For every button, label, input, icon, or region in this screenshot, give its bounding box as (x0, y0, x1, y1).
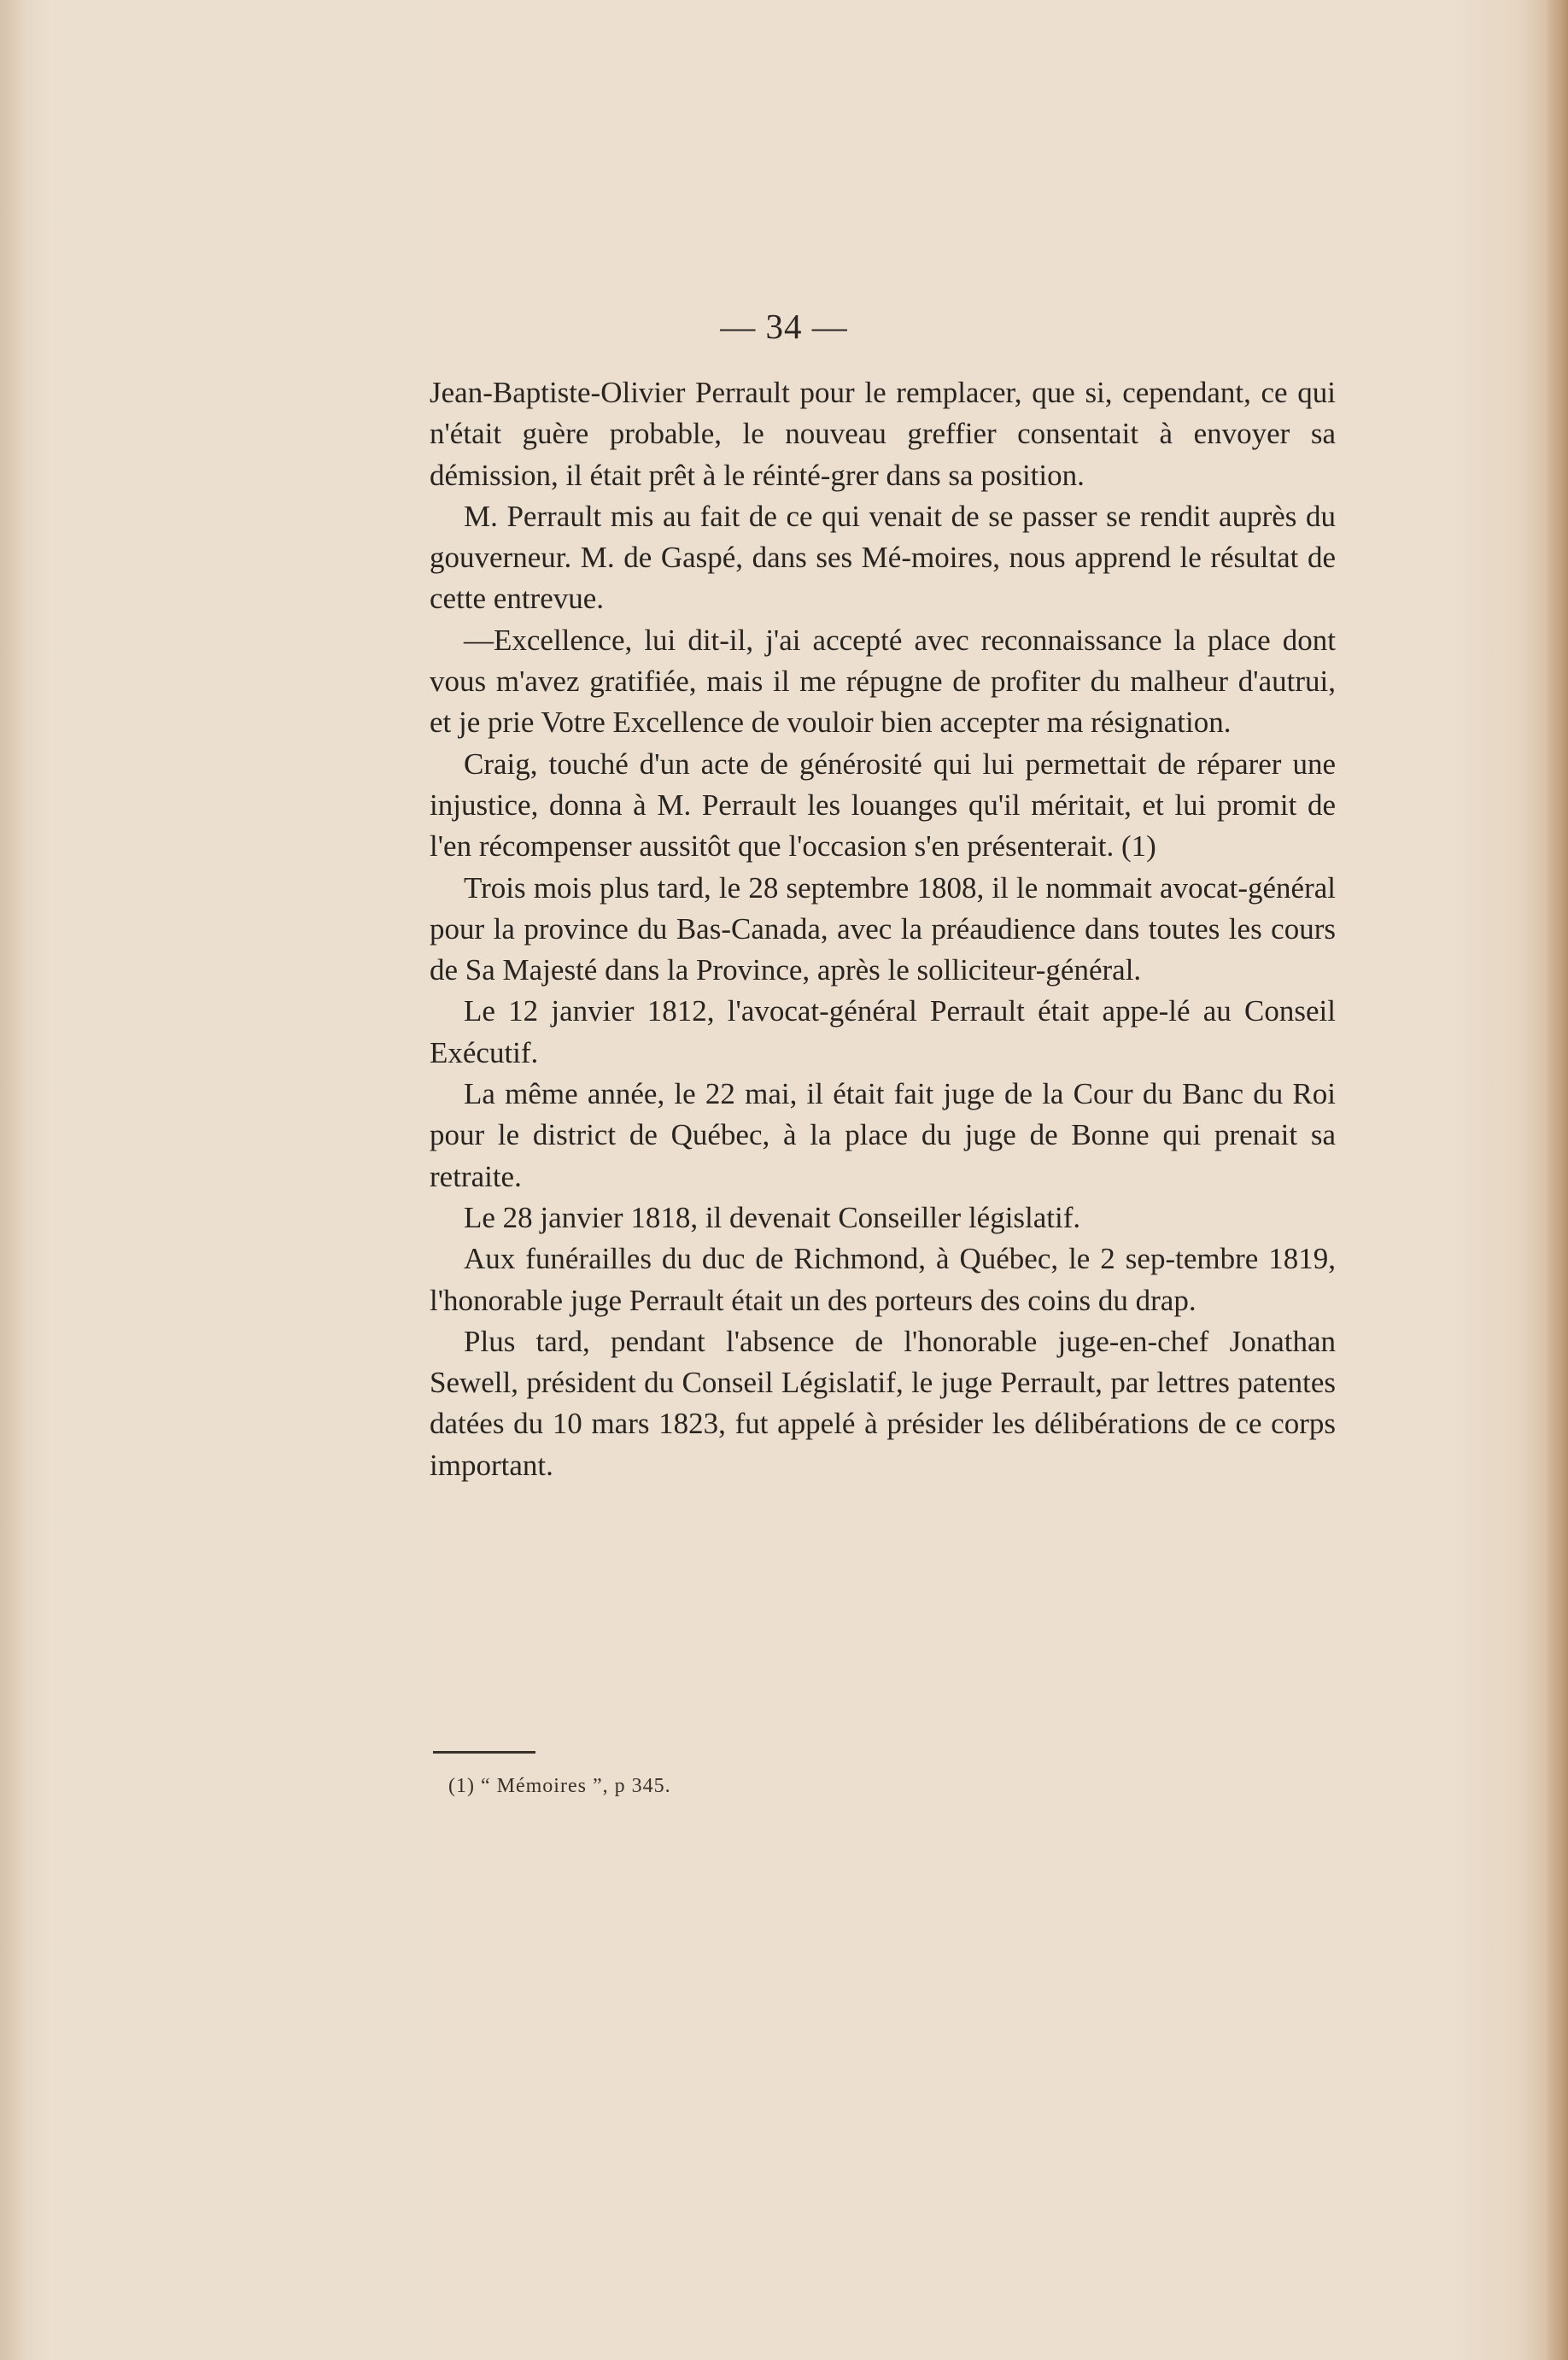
paragraph: Trois mois plus tard, le 28 septembre 1808, il le nommait avocat-général pour la province du Bas-Canada, avec la préaudience dans toutes les cours de Sa Majesté dans la Province, après le solliciteur-général. (430, 870, 1336, 987)
page-edge (1546, 0, 1568, 2360)
footnote-rule (433, 1751, 535, 1754)
binding-shadow (0, 0, 26, 2360)
paragraph: Jean-Baptiste-Olivier Perrault pour le remplacer, que si, cependant, ce qui n'était guère probable, le nouveau greffier consentait à envoyer sa démission, il était prêt à le réinté-grer dans sa position. (430, 376, 1336, 492)
body-text (430, 372, 1336, 1486)
paragraph: —Excellence, lui dit-il, j'ai accepté avec reconnaissance la place dont vous m'avez gratifiée, mais il me répugne de profiter du malheur d'autrui, et je prie Votre Excellence de vouloir bien accepter ma résignation. (430, 623, 1336, 740)
paragraph: Plus tard, pendant l'absence de l'honorable juge-en-chef Jonathan Sewell, président du Conseil Législatif, le juge Perrault, par lettres patentes datées du 10 mars 1823, fut appelé à présider les délibérations de ce corps important. (430, 1324, 1336, 1482)
paragraph: Le 12 janvier 1812, l'avocat-général Perrault était appe-lé au Conseil Exécutif. (430, 994, 1336, 1069)
paragraph: La même année, le 22 mai, il était fait juge de la Cour du Banc du Roi pour le district de Québec, à la place du juge de Bonne qui prenait sa retraite. (430, 1077, 1336, 1193)
footnote: (1) “ Mémoires ”, p 345. (448, 1775, 671, 1797)
paragraph: Aux funérailles du duc de Richmond, à Québec, le 2 sep-tembre 1819, l'honorable juge Perrault était un des porteurs des coins du drap. (430, 1242, 1336, 1317)
page-number: — 34 — (720, 307, 848, 346)
paragraph: Le 28 janvier 1818, il devenait Conseiller législatif. (464, 1200, 1081, 1234)
paragraph: Craig, touché d'un acte de générosité qui lui permettait de réparer une injustice, donna à M. Perrault les louanges qu'il méritait, et lui promit de l'en récompenser aussitôt que l'occasion s'en présenterait. (1) (430, 747, 1336, 864)
paragraph: M. Perrault mis au fait de ce qui venait de se passer se rendit auprès du gouverneur. M. de Gaspé, dans ses Mé-moires, nous apprend le résultat de cette entrevue. (430, 499, 1336, 616)
